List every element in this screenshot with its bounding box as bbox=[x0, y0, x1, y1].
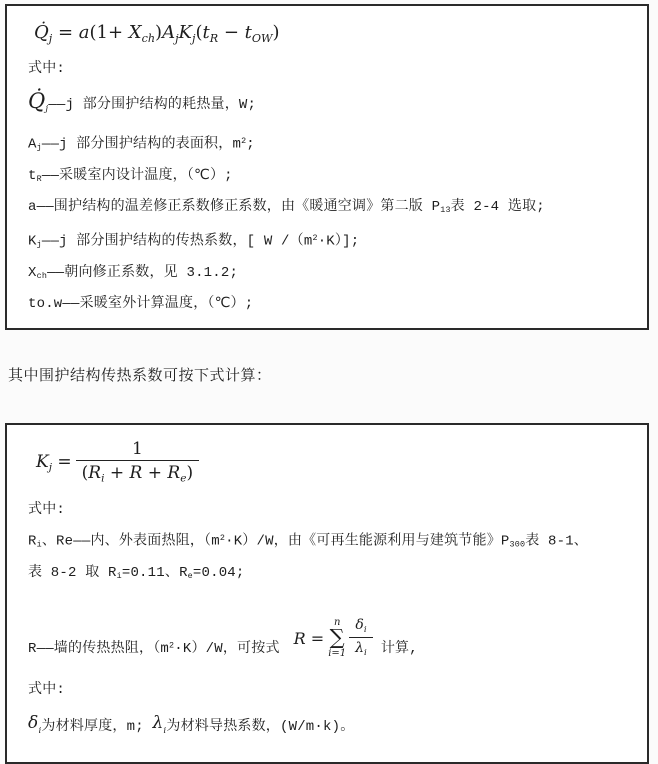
fraction-numerator: 1 bbox=[131, 438, 143, 459]
definition-alpha: a——围护结构的温差修正系数修正系数，由《暖通空调》第二版 P13表 2-4 选取; bbox=[28, 198, 545, 215]
definition-k: Kj——j 部分围护结构的传热系数，[ W $/(m^2\cdot K)$]; bbox=[28, 232, 360, 250]
sum-fraction-denominator: $\lambda_i$ bbox=[349, 637, 373, 659]
intermediate-text: 其中围护结构传热系数可按下式计算： bbox=[8, 367, 272, 385]
materials-line: $\delta_i$为材料厚度，m; $\lambda_i$为材料导热系数，(W/m·k)。 bbox=[28, 713, 355, 737]
calc-suffix-text: 计算, bbox=[380, 641, 418, 658]
surface-resistance-line: Ri、Re——内、外表面热阻，$(m^2\cdot K)/W$，由《可再生能源利用与建筑节能》P300表 8-1、 bbox=[28, 533, 588, 551]
k-coefficient-formula bbox=[28, 435, 637, 491]
definition-x: Xch——朝向修正系数，见 3.1.2; bbox=[28, 264, 239, 281]
where-label-1: 式中: bbox=[28, 60, 66, 77]
formula-box-2 bbox=[5, 423, 649, 764]
table-values-line: 表 8-2 取 Ri=0.11、Re=0.04; bbox=[28, 565, 245, 582]
sigma-symbol: ∑ bbox=[329, 625, 345, 650]
sum-formula bbox=[294, 617, 373, 659]
sum-fraction-numerator: $\delta_i$ bbox=[355, 617, 367, 636]
sum-lhs: R = bbox=[293, 628, 325, 648]
definition-q: $Q̇_j——j$ 部分围护结构的耗热量，W; bbox=[28, 88, 257, 114]
k-formula-fraction bbox=[76, 439, 199, 487]
sigma-block bbox=[328, 617, 346, 659]
wall-resistance-line bbox=[28, 600, 637, 676]
where-label-3: 式中: bbox=[28, 682, 66, 699]
definition-tr: tR——采暖室内设计温度，（℃）; bbox=[28, 167, 233, 184]
where-label-2: 式中: bbox=[28, 502, 66, 519]
fraction-denominator: $(R_i + R + R_e)$ bbox=[76, 460, 199, 486]
document bbox=[0, 4, 658, 764]
sum-upper-limit: n bbox=[333, 617, 341, 629]
sum-fraction bbox=[349, 617, 373, 659]
k-formula-lhs: $K_j$ = bbox=[36, 451, 72, 474]
wall-resistance-text: R——墙的传热热阻，$(m^2\cdot K)/W$，可按式 bbox=[28, 640, 280, 658]
definition-a: Aj——j 部分围护结构的表面积，$m^2$; bbox=[28, 135, 255, 153]
formula-box-1 bbox=[5, 4, 649, 330]
heat-loss-formula: $Q̇_j = a(1+ X_{ch})A_jK_j(t_R - t_{OW})$ bbox=[34, 22, 280, 45]
definition-tow: to.w——采暖室外计算温度，（℃）; bbox=[28, 295, 254, 312]
sum-lower-limit: i=1 bbox=[328, 648, 347, 660]
